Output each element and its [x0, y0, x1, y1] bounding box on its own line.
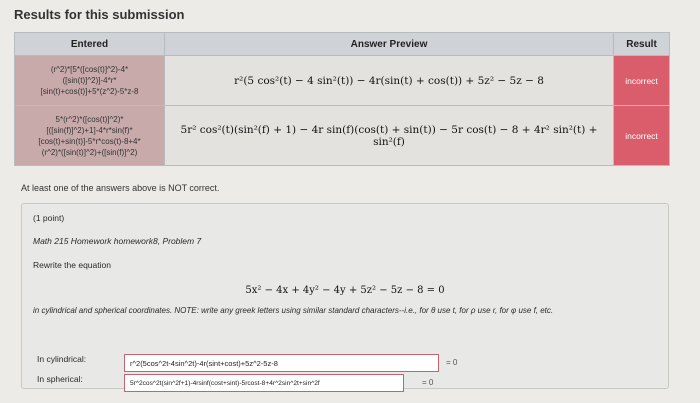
header-result: Result — [614, 33, 670, 56]
table-row — [15, 56, 670, 106]
spherical-input[interactable]: 5r^2cos^2t(sin^2f+1)-4rsinf(cost+sint)-5rcost-8+4r^2sin^2t+sin^2f — [124, 374, 404, 392]
result-badge: incorrect — [614, 106, 670, 166]
entered-cell — [15, 106, 165, 166]
problem-instruction: Rewrite the equation — [33, 260, 111, 270]
cylindrical-equals-zero: = 0 — [446, 358, 458, 367]
table-row — [15, 106, 670, 166]
answer-preview-cell: r²(5 cos²(t) − 4 sin²(t)) − 4r(sin(t) + cos(t)) + 5z² − 5z − 8 — [165, 56, 614, 106]
entered-cell — [15, 56, 165, 106]
cylindrical-input[interactable]: r^2(5cos^2t-4sin^2t)-4r(sint+cost)+5z^2-5z-8 — [124, 354, 439, 372]
page-title: Results for this submission — [14, 7, 185, 22]
entered-line: [([sin(f)]^2)+1]-4*r*sin(f)* — [46, 125, 133, 135]
entered-line: [sin(t)+cos(t)]+5*(z^2)-5*z-8 — [40, 87, 139, 96]
spherical-equals-zero: = 0 — [422, 378, 434, 387]
header-answer-preview: Answer Preview — [165, 33, 614, 56]
header-entered: Entered — [15, 33, 165, 56]
answer-preview-cell: 5r² cos²(t)(sin²(f) + 1) − 4r sin(f)(cos(t) + sin(t)) − 5r cos(t) − 8 + 4r² sin²(t) + sin²(f) — [165, 106, 614, 166]
entered-line: (r^2)*[5*([cos(t)]^2)-4* — [50, 65, 129, 74]
results-table — [14, 32, 670, 166]
problem-course: Math 215 Homework homework8, Problem 7 — [33, 236, 202, 246]
incorrect-notice: At least one of the answers above is NOT correct. — [21, 183, 220, 193]
cylindrical-label: In cylindrical: — [37, 354, 87, 364]
result-badge: incorrect — [614, 56, 670, 106]
entered-line: (r^2)*([sin(t)]^2)+([sin(f)]^2) — [41, 147, 138, 157]
problem-points: (1 point) — [33, 213, 65, 223]
problem-equation: 5x² − 4x + 4y² − 4y + 5z² − 5z − 8 = 0 — [245, 285, 445, 296]
entered-line: 5*(r^2)*([cos(t)]^2)* — [55, 114, 124, 124]
spherical-label: In spherical: — [37, 374, 83, 384]
entered-line: [cos(t)+sin(t)]-5*r*cos(t)-8+4* — [38, 136, 141, 146]
entered-line: ([sin(t)]^2)]-4*r* — [62, 76, 117, 85]
problem-note: in cylindrical and spherical coordinates. NOTE: write any greek letters using similar standard characters--i.e., for θ use t, for ρ use r, for φ use f, etc. — [33, 306, 554, 315]
problem-panel — [21, 203, 669, 389]
